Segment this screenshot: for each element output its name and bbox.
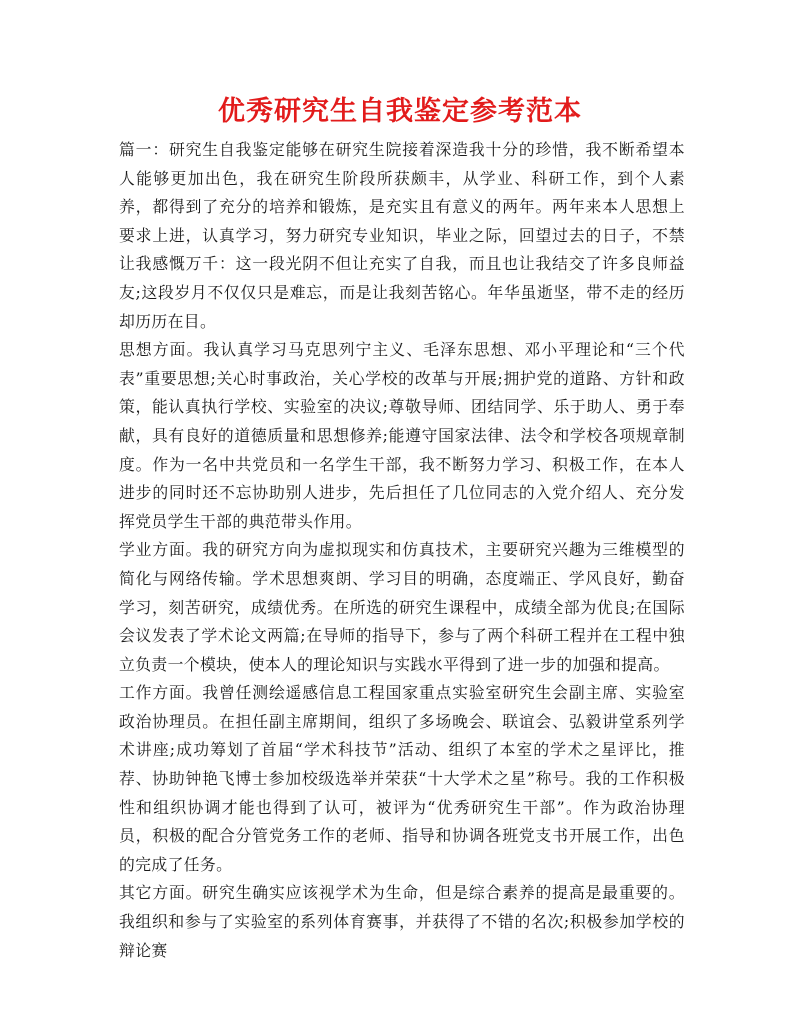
paragraph-intro: 篇一：研究生自我鉴定能够在研究生院接着深造我十分的珍惜，我不断希望本人能够更加出色，我在研究生阶段所获颇丰，从学业、科研工作，到个人素养，都得到了充分的培养和锻炼，是充实且有意义的两年。两年来本人思想上要求上进，认真学习，努力研究专业知识，毕业之际，回望过去的日子，不禁让我感慨万千：这一段光阴不但让充实了自我，而且也让我结交了许多良师益友;这段岁月不仅仅只是难忘，而是让我刻苦铭心。年华虽逝坚，带不走的经历却历历在目。 xyxy=(119,140,685,331)
document-title: 优秀研究生自我鉴定参考范本 xyxy=(218,96,582,127)
paragraph-academics: 学业方面。我的研究方向为虚拟现实和仿真技术，主要研究兴趣为三维模型的简化与网络传输。学术思想爽朗、学习目的明确，态度端正、学风良好，勤奋学习，刻苦研究，成绩优秀。在所选的研究生课程中，成绩全部为优良;在国际会议发表了学术论文两篇;在导师的指导下，参与了两个科研工程并在工程中独立负责一个模块，使本人的理论知识与实践水平得到了进一步的加强和提高。 xyxy=(119,540,685,674)
document-body xyxy=(119,136,685,965)
paragraph-ideology: 思想方面。我认真学习马克思列宁主义、毛泽东思想、邓小平理论和“三个代表”重要思想;关心时事政治，关心学校的改革与开展;拥护党的道路、方针和政策，能认真执行学校、实验室的决议;尊敬导师、团结同学、乐于助人、勇于奉献，具有良好的道德质量和思想修养;能遵守国家法律、法令和学校各项规章制度。作为一名中共党员和一名学生干部，我不断努力学习、积极工作，在本人进步的同时还不忘协助别人进步，先后担任了几位同志的入党介绍人、充分发挥党员学生干部的典范带头作用。 xyxy=(119,340,685,531)
paragraph-work: 工作方面。我曾任测绘遥感信息工程国家重点实验室研究生会副主席、实验室政治协理员。在担任副主席期间，组织了多场晚会、联谊会、弘毅讲堂系列学术讲座;成功筹划了首届“学术科技节”活动、组织了本室的学术之星评比，推荐、协助钟艳飞博士参加校级选举并荣获“十大学术之星”称号。我的工作积极性和组织协调才能也得到了认可，被评为“优秀研究生干部”。作为政治协理员，积极的配合分管党务工作的老师、指导和协调各班党支书开展工作，出色的完成了任务。 xyxy=(119,683,685,874)
paragraph-other: 其它方面。研究生确实应该视学术为生命，但是综合素养的提高是最重要的。我组织和参与了实验室的系列体育赛事，并获得了不错的名次;积极参加学校的辩论赛 xyxy=(119,883,685,960)
